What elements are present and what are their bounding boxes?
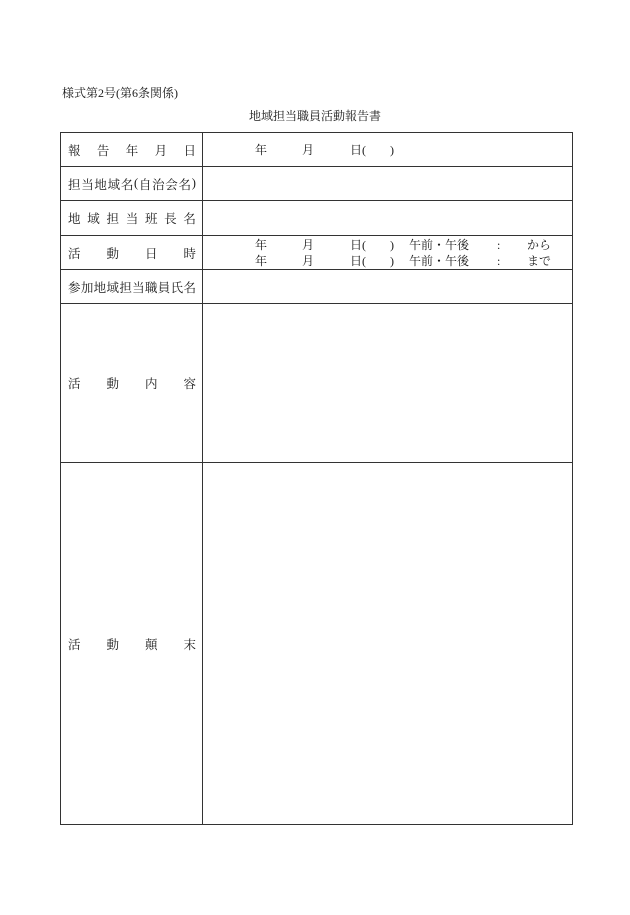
label-char: 地: [93, 280, 107, 295]
row-activity-content: [61, 303, 572, 462]
label-char: 日: [183, 143, 196, 158]
activity-datetime-value: [203, 236, 572, 269]
label-char: 動: [106, 377, 119, 391]
label-char: 担: [106, 212, 119, 226]
label-char: 報: [68, 143, 81, 158]
label-char: 活: [68, 246, 81, 261]
label-char: 名: [178, 177, 191, 192]
report-date-line: [203, 142, 572, 158]
label-char: 域: [87, 212, 100, 226]
label-char: ): [191, 176, 196, 190]
row-report-date: [61, 133, 572, 166]
label-char: 域: [107, 177, 121, 192]
activity-content-label: [61, 304, 203, 462]
label-char: 日: [144, 246, 158, 261]
activity-outcome-label: [61, 463, 203, 824]
label-char: 当: [132, 280, 145, 295]
label-char: 動: [106, 637, 119, 652]
area-name-label: [61, 167, 203, 200]
participants-label: [61, 270, 203, 303]
label-char: 担: [119, 280, 132, 295]
label-char: 員: [157, 280, 171, 295]
end-month-mark: 月: [302, 253, 315, 268]
team-leader-label: [61, 201, 203, 235]
label-char: 名: [183, 280, 196, 295]
label-char: 活: [68, 637, 81, 652]
label-char: 末: [183, 637, 196, 652]
label-char: (: [134, 176, 139, 190]
label-char: 治: [152, 177, 165, 192]
activity-datetime-label: [61, 236, 203, 269]
label-char: 時: [183, 246, 196, 261]
label-char: 当: [125, 212, 139, 226]
participants-value: [203, 270, 572, 303]
start-am-pm: 午前・午後: [409, 237, 470, 252]
row-participants: [61, 269, 572, 303]
row-activity-datetime: [61, 235, 572, 269]
label-char: 月: [154, 143, 168, 158]
label-char: 容: [183, 377, 196, 391]
end-am-pm: 午前・午後: [409, 253, 470, 268]
label-char: 長: [164, 212, 177, 226]
activity-start-line: [203, 237, 572, 253]
label-char: 告: [96, 143, 110, 158]
weekday-close-mark: ): [390, 142, 394, 157]
start-weekday-close-mark: ): [390, 237, 394, 252]
area-name-value: [203, 167, 572, 200]
label-char: 年: [125, 143, 139, 158]
start-month-mark: 月: [302, 237, 315, 252]
label-char: 地: [68, 212, 81, 226]
report-form-table: [60, 132, 573, 825]
label-char: 名: [120, 177, 134, 192]
document-title: 地域担当職員活動報告書: [248, 109, 381, 123]
label-char: 活: [68, 377, 81, 391]
row-team-leader: [61, 200, 572, 235]
report-date-label: [61, 133, 203, 166]
row-activity-outcome: [61, 462, 572, 824]
end-time-separator: :: [497, 253, 501, 268]
team-leader-value: [203, 201, 572, 235]
end-day-mark: 日(: [350, 253, 366, 268]
label-char: 域: [106, 280, 119, 295]
label-char: 自: [138, 177, 152, 192]
report-date-value: [203, 133, 572, 166]
label-char: 顛: [144, 637, 158, 652]
label-char: 会: [165, 177, 178, 192]
label-char: 班: [144, 212, 158, 226]
row-area-name: [61, 166, 572, 200]
label-char: 内: [144, 377, 158, 391]
label-char: 担: [68, 177, 81, 192]
end-suffix: まで: [527, 253, 552, 268]
label-char: 氏: [170, 280, 184, 295]
start-time-separator: :: [497, 237, 501, 252]
start-suffix: から: [527, 237, 552, 252]
form-number: 様式第2号(第6条関係): [62, 86, 178, 100]
label-char: 動: [106, 246, 119, 261]
end-year-mark: 年: [255, 253, 268, 268]
label-char: 参: [68, 280, 81, 295]
month-mark: 月: [302, 142, 315, 157]
end-weekday-close-mark: ): [390, 253, 394, 268]
start-year-mark: 年: [255, 237, 268, 252]
activity-end-line: [203, 253, 572, 269]
day-mark: 日(: [350, 142, 366, 157]
activity-content-value: [203, 304, 572, 462]
year-mark: 年: [255, 142, 268, 157]
label-char: 名: [183, 212, 196, 226]
start-day-mark: 日(: [350, 237, 366, 252]
label-char: 地: [94, 177, 107, 192]
label-char: 加: [80, 280, 94, 295]
label-char: 当: [81, 177, 94, 192]
activity-outcome-value: [203, 463, 572, 824]
label-char: 職: [144, 280, 158, 295]
